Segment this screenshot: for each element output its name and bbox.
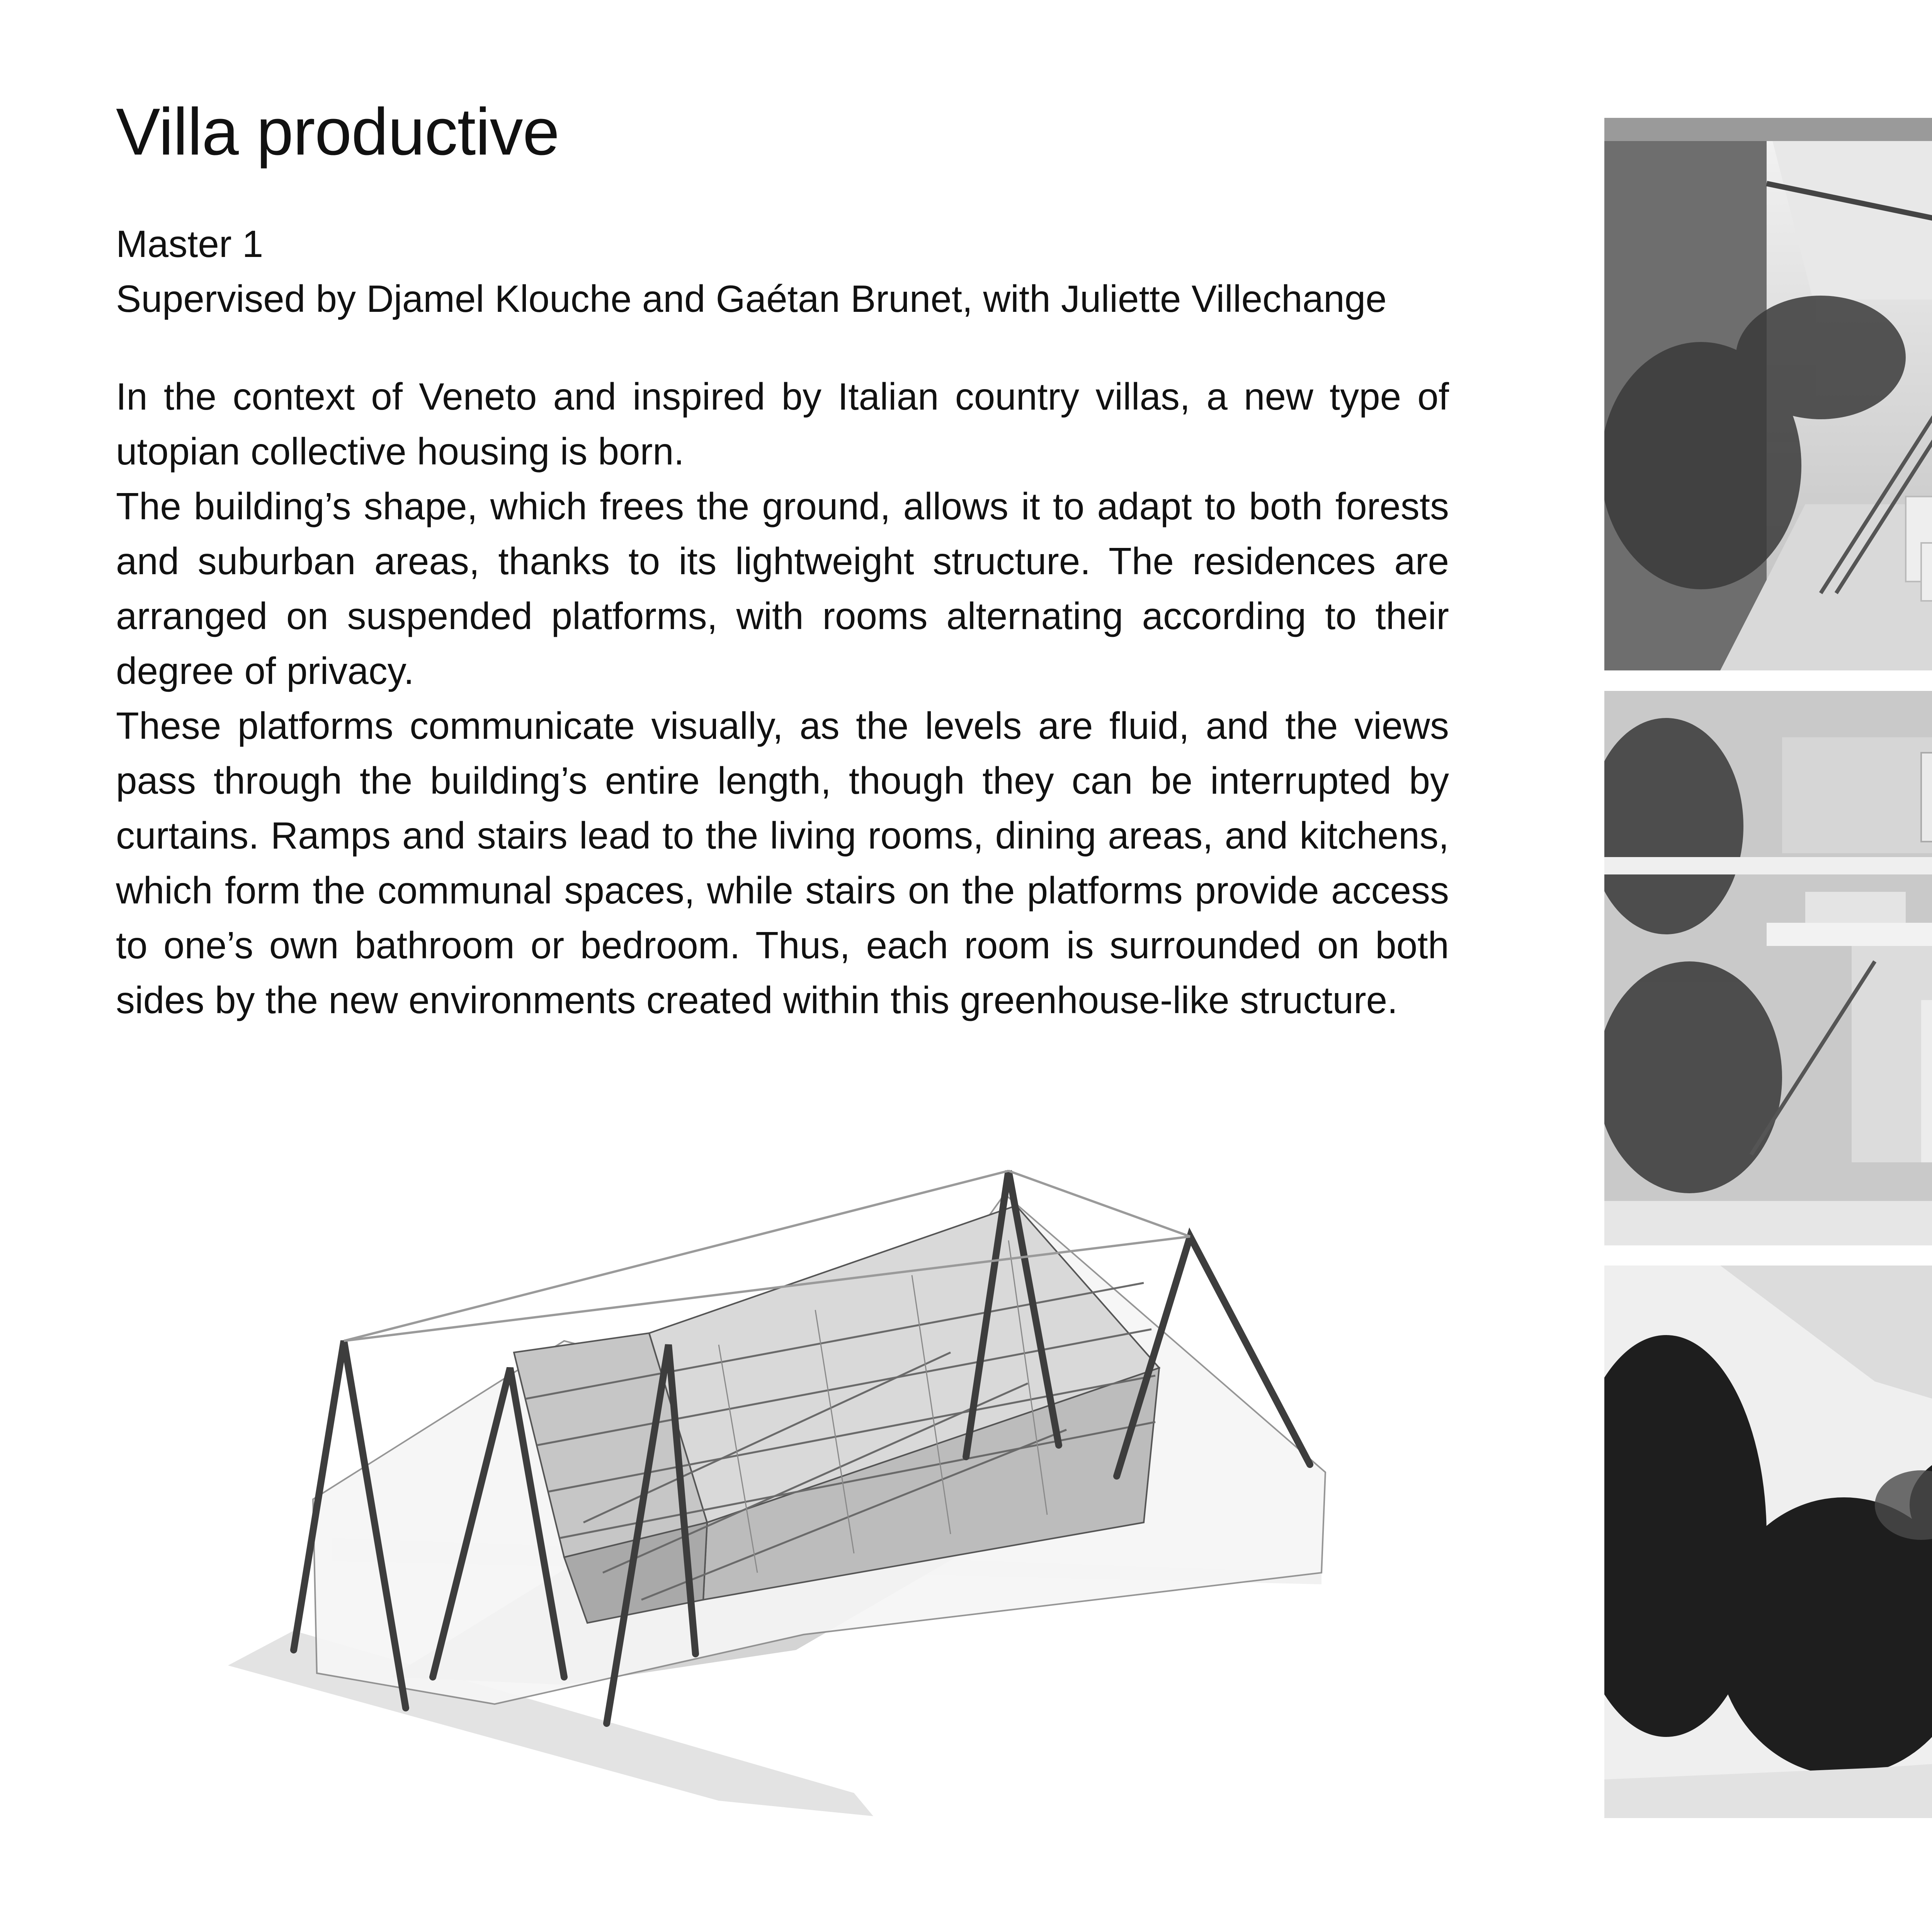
description-paragraph: These platforms communicate visually, as the levels are fluid, and the views pass through the building’s entire length, though they can be interrupted by curtains. Ramps and stairs lead to the living rooms, dining areas, and kitchens, which form the communal spaces, while stairs on the platforms provide access to one’s own bathroom or bedroom. Thus, each room is surrounded on both sides by the new environments created within this greenhouse-like structure. (116, 704, 1449, 1021)
project-description (116, 369, 1449, 1027)
interior-dining-render (1604, 118, 1932, 670)
description-paragraph: The building’s shape, which frees the ground, allows it to adapt to both forests and suburban areas, thanks to its lightweight structure. The residences are arranged on suspended platforms, with rooms alternating according to their degree of privacy. (116, 485, 1449, 692)
axonometric-drawing-image (216, 1136, 1376, 1816)
greenhouse-garden-render (1604, 1266, 1932, 1818)
greenhouse-garden-render-image (1604, 1266, 1932, 1818)
project-meta (116, 216, 1488, 326)
platforms-section-render-image (1604, 691, 1932, 1245)
platforms-section-render (1604, 691, 1932, 1245)
axonometric-drawing (216, 1136, 1376, 1816)
interior-dining-render-image (1604, 118, 1932, 670)
description-paragraph: In the context of Veneto and inspired by Italian country villas, a new type of utopian collective housing is born. (116, 375, 1449, 473)
project-title: Villa productive (116, 95, 560, 169)
project-supervision: Supervised by Djamel Klouche and Gaétan Brunet, with Juliette Villechange (116, 277, 1387, 320)
project-level: Master 1 (116, 223, 264, 265)
